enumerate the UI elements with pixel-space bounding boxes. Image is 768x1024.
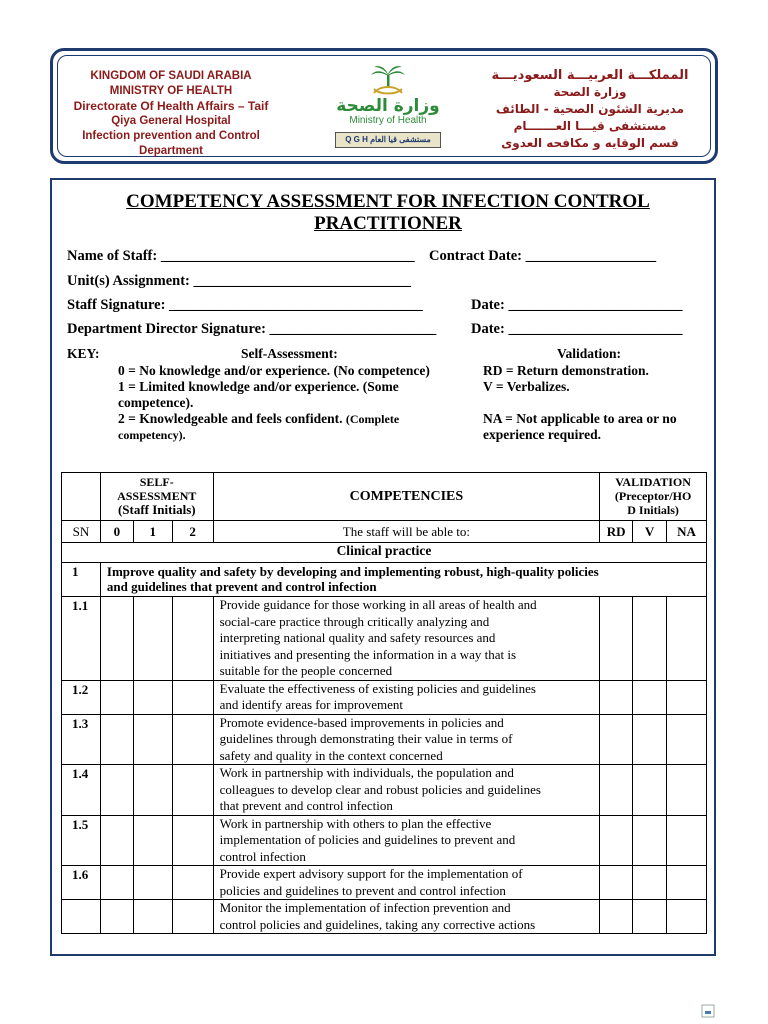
competency-description — [213, 866, 600, 900]
row-sn: 1.2 — [62, 680, 101, 714]
form-title — [60, 191, 716, 235]
table-row — [62, 815, 707, 866]
header-ar-line: مستشفى قيـــا العـــــــام — [513, 119, 667, 133]
competency-table — [61, 472, 707, 934]
score-1-header: 1 — [133, 521, 172, 543]
score-1-cell[interactable] — [133, 714, 172, 765]
palm-swords-icon — [368, 63, 408, 97]
competency-description — [213, 900, 600, 934]
self-1-text: 1 = Limited knowledge and/or experience. (Some — [118, 379, 399, 394]
header-en-line: MINISTRY OF HEALTH — [109, 85, 233, 97]
logo-english-text: Ministry of Health — [349, 115, 427, 126]
description-line: control infection — [219, 848, 306, 864]
na-cell[interactable] — [667, 680, 707, 714]
description-line: Provide expert advisory support for the implementation of — [219, 866, 523, 881]
header-ar-line: المملكـــة العربيـــة السعوديـــة — [491, 68, 689, 83]
director-signature-field[interactable]: Department Director Signature: _______________________ — [67, 321, 437, 337]
header-ar-line: وزارة الصحة — [553, 85, 627, 99]
score-1-cell[interactable] — [133, 866, 172, 900]
row-sn — [62, 900, 101, 934]
title-line-2: PRACTITIONER — [314, 213, 462, 234]
table-row — [62, 597, 707, 681]
na-cell[interactable] — [667, 900, 707, 934]
score-0-cell[interactable] — [100, 900, 133, 934]
score-2-cell[interactable] — [172, 765, 213, 816]
score-1-cell[interactable] — [133, 815, 172, 866]
score-0-cell[interactable] — [100, 765, 133, 816]
goal-line: and guidelines that prevent and control infection — [106, 579, 377, 594]
score-0-cell[interactable] — [100, 815, 133, 866]
row-sn: 1.3 — [62, 714, 101, 765]
competency-description — [213, 815, 600, 866]
v-cell[interactable] — [633, 815, 667, 866]
header-banner — [50, 48, 718, 164]
row-sn: 1.5 — [62, 815, 101, 866]
rd-cell[interactable] — [600, 815, 633, 866]
score-0-cell[interactable] — [100, 714, 133, 765]
header-ar-line: مديرية الشئون الصحية - الطائف — [495, 102, 685, 116]
self-header-line: SELF- — [139, 475, 174, 489]
description-line: social-care practice through critically analyzing and — [219, 613, 490, 629]
header-en-line: Qiya General Hospital — [111, 115, 231, 127]
description-line: suitable for the people concerned — [219, 663, 393, 678]
score-0-cell[interactable] — [100, 680, 133, 714]
description-line: Work in partnership with individuals, the population and — [219, 765, 514, 780]
na-cell[interactable] — [667, 765, 707, 816]
description-line: Evaluate the effectiveness of existing policies and guidelines — [219, 680, 536, 696]
score-0-cell[interactable] — [100, 866, 133, 900]
score-2-cell[interactable] — [172, 597, 213, 681]
key-label: KEY: — [67, 346, 100, 361]
staff-signature-field[interactable]: Staff Signature: ___________________________________ — [67, 297, 423, 313]
description-line: control policies and guidelines, taking any corrective actions — [219, 916, 536, 932]
competency-description — [213, 680, 600, 714]
score-2-cell[interactable] — [172, 900, 213, 934]
na-header: NA — [667, 521, 707, 543]
row-sn: 1.1 — [62, 597, 101, 681]
goal-number: 1 — [62, 563, 101, 597]
description-line: Work in partnership with others to plan the effective — [219, 815, 492, 831]
description-line: Promote evidence-based improvements in policies and — [219, 714, 504, 730]
name-of-staff-field[interactable]: Name of Staff: ___________________________________ — [67, 248, 415, 264]
self-2-text: 2 = Knowledgeable and feels confident. — [118, 411, 343, 426]
description-line: colleagues to develop clear and robust policies and guidelines — [219, 781, 541, 797]
self-2-small: (Complete — [345, 412, 400, 426]
score-1-cell[interactable] — [133, 680, 172, 714]
val-header-line: D Initials) — [627, 503, 679, 517]
competency-rows — [62, 597, 707, 934]
title-line-1: COMPETENCY ASSESSMENT FOR INFECTION CONTROL — [126, 191, 650, 212]
self-1-text-cont: competence). — [118, 395, 194, 410]
na-cell[interactable] — [667, 597, 707, 681]
description-line: safety and quality in the context concerned — [219, 747, 443, 763]
self-2-text-cont: competency). — [118, 428, 186, 442]
table-row — [62, 866, 707, 900]
document-watermark-icon — [700, 1004, 716, 1018]
score-0-header: 0 — [100, 521, 133, 543]
score-2-cell[interactable] — [172, 866, 213, 900]
description-line: Provide guidance for those working in all areas of health and — [219, 597, 537, 612]
description-line: policies and guidelines to prevent and control infection — [219, 882, 506, 898]
rd-cell[interactable] — [600, 714, 633, 765]
val-na-text: NA = Not applicable to area or no — [483, 411, 677, 426]
description-line: Monitor the implementation of infection prevention and — [219, 900, 511, 915]
score-2-cell[interactable] — [172, 815, 213, 866]
v-header: V — [633, 521, 667, 543]
sn-header: SN — [62, 521, 101, 543]
contract-date-field[interactable]: Contract Date: __________________ — [429, 248, 657, 264]
val-header-line: VALIDATION — [615, 475, 691, 489]
competency-description — [213, 597, 600, 681]
val-v-text: V = Verbalizes. — [483, 379, 570, 394]
score-2-cell[interactable] — [172, 714, 213, 765]
description-line: implementation of policies and guidelines to prevent and — [219, 832, 516, 847]
val-na-text-cont: experience required. — [483, 427, 601, 442]
logo-arabic-text: وزارة الصحة — [336, 96, 440, 116]
header-en-line: Infection prevention and Control — [82, 130, 260, 142]
table-row — [62, 900, 707, 934]
rd-cell[interactable] — [600, 866, 633, 900]
self-assessment-header — [100, 473, 213, 521]
score-2-cell[interactable] — [172, 680, 213, 714]
na-cell[interactable] — [667, 866, 707, 900]
description-line: guidelines through demonstrating their value in terms of — [219, 731, 513, 746]
v-cell[interactable] — [633, 680, 667, 714]
na-cell[interactable] — [667, 714, 707, 765]
ministry-logo — [329, 63, 447, 155]
rd-cell[interactable] — [600, 597, 633, 681]
rd-header: RD — [600, 521, 633, 543]
v-cell[interactable] — [633, 866, 667, 900]
able-to-header: The staff will be able to: — [213, 521, 600, 543]
val-rd-text: RD = Return demonstration. — [483, 363, 649, 378]
row-sn: 1.4 — [62, 765, 101, 816]
self-header-line: (Staff Initials) — [117, 502, 196, 517]
validation-title: Validation: — [557, 346, 622, 361]
rd-cell[interactable] — [600, 680, 633, 714]
v-cell[interactable] — [633, 900, 667, 934]
table-row — [62, 714, 707, 765]
date-field-2[interactable]: Date: ________________________ — [471, 321, 683, 337]
row-sn: 1.6 — [62, 866, 101, 900]
header-en-line: Department — [139, 145, 203, 157]
self-0-text: 0 = No knowledge and/or experience. (No competence) — [118, 363, 430, 378]
val-header-line: (Preceptor/HO — [614, 489, 692, 503]
header-en-line: KINGDOM OF SAUDI ARABIA — [90, 70, 252, 82]
header-ar-line: قسم الوقايه و مكافحه العدوى — [501, 136, 679, 150]
self-assessment-title: Self-Assessment: — [241, 346, 338, 361]
description-line: initiatives and presenting the information in a way that is — [219, 646, 517, 662]
description-line: that prevent and control infection — [219, 798, 393, 813]
self-header-line: ASSESSMENT — [117, 489, 197, 503]
self-2-row — [118, 411, 478, 427]
rd-cell[interactable] — [600, 900, 633, 934]
score-1-cell[interactable] — [133, 900, 172, 934]
header-blank-cell — [62, 473, 101, 521]
score-1-cell[interactable] — [133, 597, 172, 681]
arabic-header — [485, 67, 695, 152]
unit-assignment-field[interactable]: Unit(s) Assignment: ______________________________ — [67, 273, 411, 289]
section-clinical-practice: Clinical practice — [62, 543, 707, 563]
competencies-header: COMPETENCIES — [213, 473, 600, 521]
qgh-label: Q G H مستشفى قيا العام — [335, 132, 441, 148]
v-cell[interactable] — [633, 597, 667, 681]
english-header — [65, 69, 277, 159]
competency-description — [213, 714, 600, 765]
goal-line: Improve quality and safety by developing and implementing robust, high-quality policies — [106, 564, 599, 579]
description-line: and identify areas for improvement — [219, 697, 404, 712]
validation-legend — [483, 363, 713, 443]
competency-description — [213, 765, 600, 816]
goal-text — [100, 563, 706, 597]
date-field-1[interactable]: Date: ________________________ — [471, 297, 683, 313]
validation-header — [600, 473, 707, 521]
header-en-line: Directorate Of Health Affairs – Taif — [73, 99, 269, 113]
description-line: interpreting national quality and safety resources and — [219, 630, 496, 645]
score-2-header: 2 — [172, 521, 213, 543]
v-cell[interactable] — [633, 714, 667, 765]
table-row — [62, 765, 707, 816]
v-cell[interactable] — [633, 765, 667, 816]
score-1-cell[interactable] — [133, 765, 172, 816]
table-row — [62, 680, 707, 714]
rd-cell[interactable] — [600, 765, 633, 816]
na-cell[interactable] — [667, 815, 707, 866]
score-0-cell[interactable] — [100, 597, 133, 681]
self-assessment-legend — [118, 363, 478, 443]
